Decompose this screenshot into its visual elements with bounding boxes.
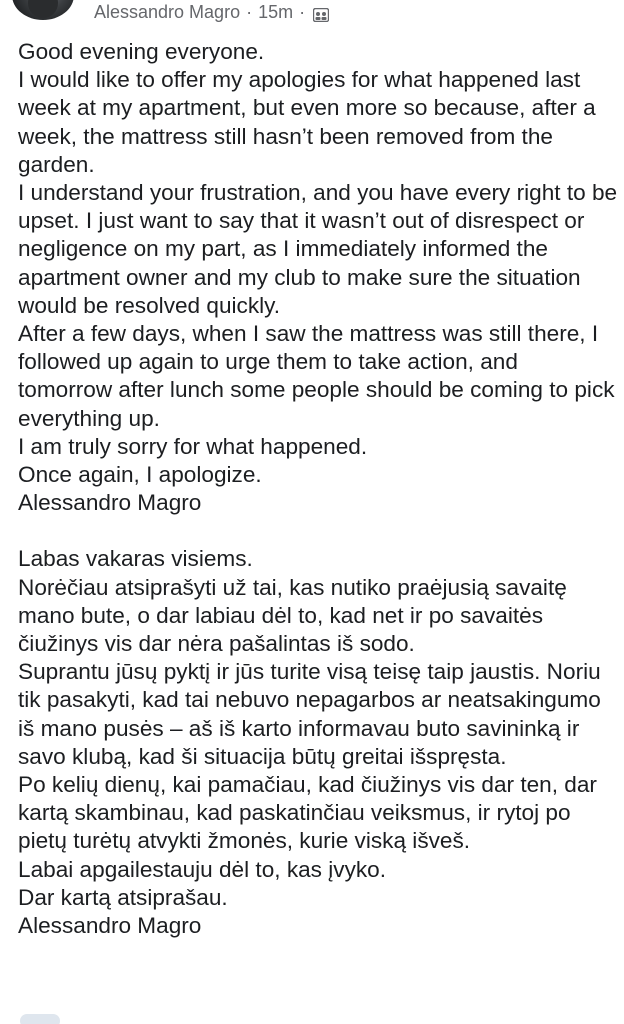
- post-meta: [94, 2, 329, 23]
- post-timestamp[interactable]: 15m: [258, 2, 294, 22]
- paragraph-gap: [18, 517, 618, 545]
- author-name[interactable]: Alessandro Magro: [94, 2, 241, 22]
- lithuanian-line-followup: Po kelių dienų, kai pamačiau, kad čiužinys vis dar ten, dar kartą skambinau, kad paskatinčiau veiksmus, ir rytoj po pietų turėtų atvykti žmonės, kurie viską išveš.: [18, 772, 597, 854]
- lithuanian-line-understanding: Suprantu jūsų pyktį ir jūs turite visą teisę taip jaustis. Noriu tik pasakyti, kad tai nebuvo nepagarbos ar neatsakingumo iš mano pusės – aš iš karto informavau buto savininką ir savo klubą, kad ši situacija būtų greitai išspręsta.: [18, 659, 601, 769]
- lithuanian-message: [18, 545, 618, 940]
- avatar[interactable]: [12, 0, 74, 20]
- group-icon: [313, 6, 329, 20]
- english-line-followup: After a few days, when I saw the mattress was still there, I followed up again to urge them to take action, and tomorrow after lunch some people should be coming to pick everything up.: [18, 321, 615, 431]
- english-line-apologize: Once again, I apologize.: [18, 462, 262, 488]
- separator-dot: ·: [246, 2, 253, 22]
- english-message: [18, 38, 618, 517]
- english-line-understanding: I understand your frustration, and you have every right to be upset. I just want to say that it wasn’t out of disrespect or negligence on my part, as I immediately informed the apartment owner and my club to make sure the situation would be resolved quickly.: [18, 180, 618, 318]
- lithuanian-line-sorry: Labai apgailestauju dėl to, kas įvyko.: [18, 856, 387, 882]
- separator-dot-2: ·: [299, 2, 306, 22]
- english-line-signature: Alessandro Magro: [18, 490, 202, 516]
- lithuanian-line-apologize: Dar kartą atsiprašau.: [18, 884, 228, 910]
- post-body: [18, 38, 618, 940]
- lithuanian-line-signature: Alessandro Magro: [18, 913, 202, 939]
- lithuanian-line-apology: Norėčiau atsiprašyti už tai, kas nutiko praėjusią savaitę mano bute, o dar labiau dėl to, kad net ir po savaitės čiužinys vis dar nėra pašalintas iš sodo.: [18, 574, 567, 657]
- english-line-apology: I would like to offer my apologies for what happened last week at my apartment, but even more so because, after a week, the mattress still hasn’t been removed from the garden.: [18, 67, 596, 177]
- post-header: [0, 0, 624, 32]
- lithuanian-line-greeting: Labas vakaras visiems.: [18, 546, 253, 572]
- english-line-greeting: Good evening everyone.: [18, 39, 265, 64]
- english-line-sorry: I am truly sorry for what happened.: [18, 433, 368, 459]
- reaction-bar[interactable]: [20, 1014, 60, 1024]
